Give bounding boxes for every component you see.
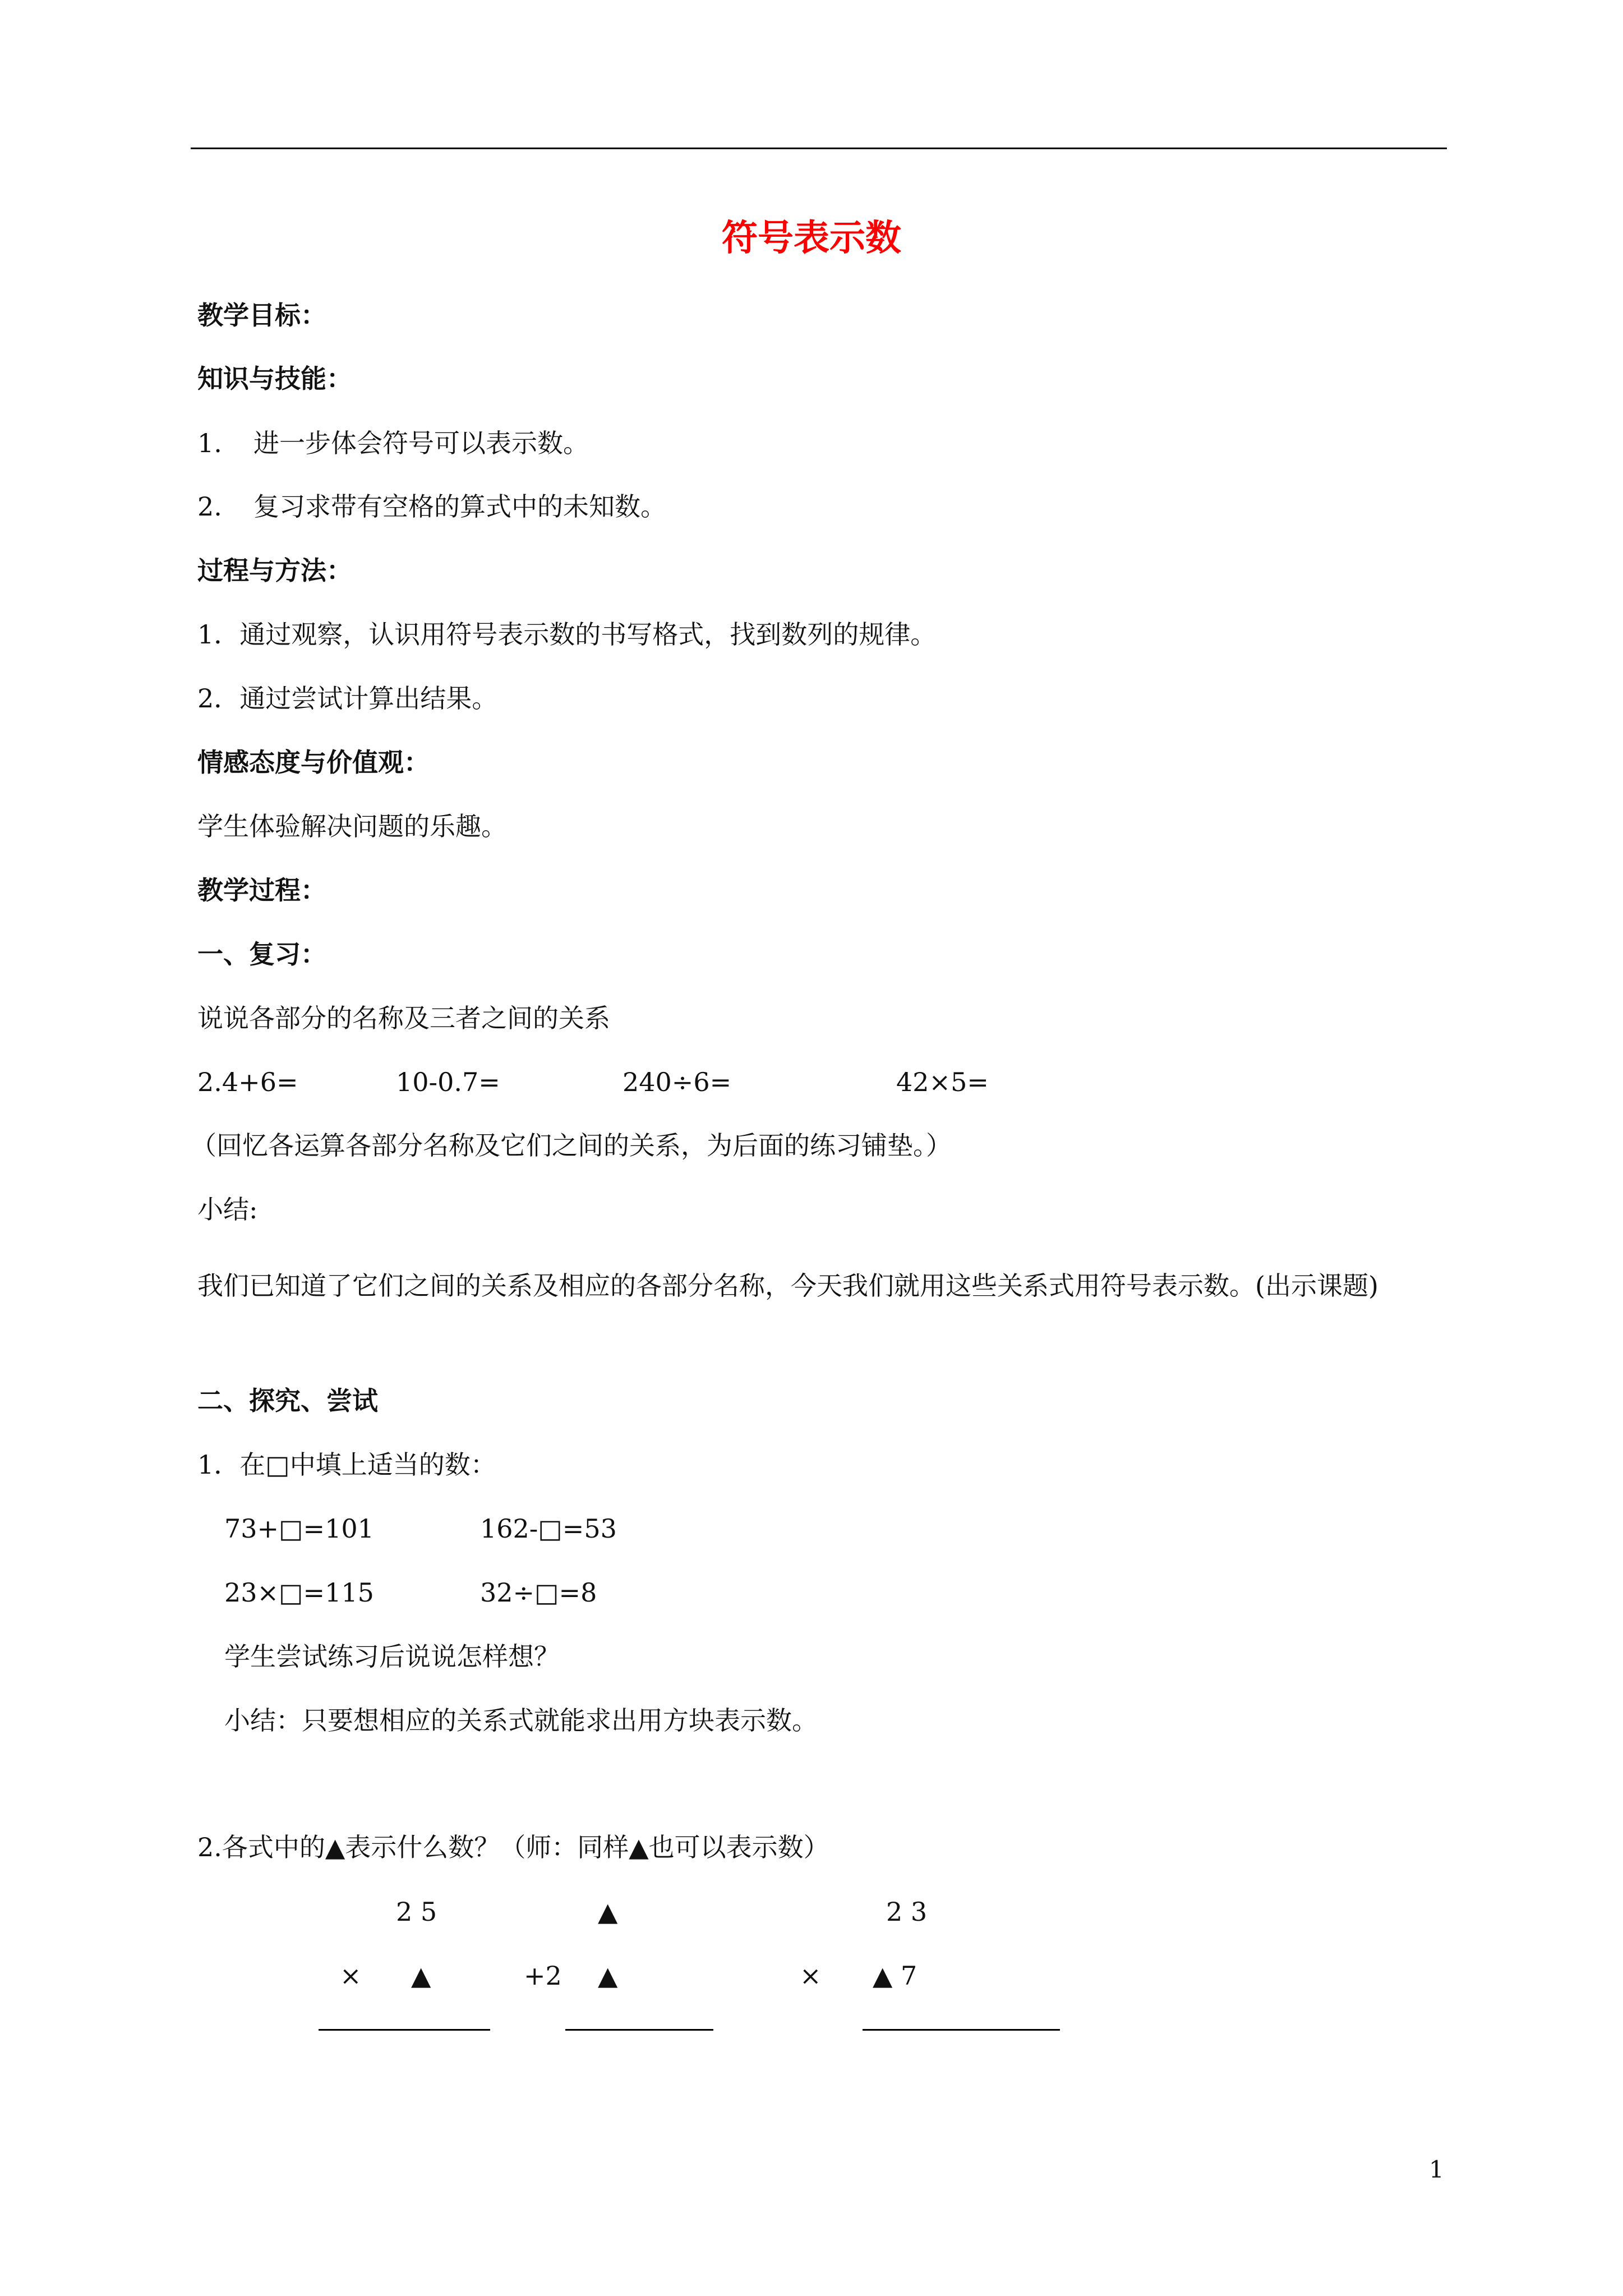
vertical-calc-operator: × (800, 1961, 822, 1991)
objectives-heading: 教学目标： (197, 300, 326, 330)
vertical-calc-top: 2 3 (886, 1897, 928, 1927)
item-number: 2. (197, 491, 222, 522)
vertical-calc-operand: ▲ 7 (873, 1961, 917, 1991)
task1-followup: 学生尝试练习后说说怎样想？ (224, 1641, 560, 1672)
emotion-heading: 情感态度与价值观： (197, 747, 430, 777)
section1-heading: 一、复习： (197, 939, 326, 969)
item-text: 进一步体会符号可以表示数。 (253, 428, 589, 458)
task1-expression: 162-□=53 (480, 1513, 617, 1544)
teaching-process-heading: 教学过程： (197, 875, 326, 905)
vertical-calc-underline (863, 2029, 1060, 2031)
header-rule (191, 148, 1447, 149)
vertical-calc-top: ▲ (598, 1897, 618, 1927)
task1-expression: 73+□=101 (224, 1513, 374, 1544)
vertical-calc-top: 2 5 (396, 1897, 437, 1927)
item-number: 1. (197, 428, 222, 458)
review-expression: 42×5= (896, 1067, 989, 1097)
page-title: 符号表示数 (722, 217, 901, 259)
vertical-calc-operator: +2 (524, 1961, 562, 1991)
task1-summary: 小结：只要想相应的关系式就能求出用方块表示数。 (224, 1705, 818, 1736)
review-note: （回忆各运算各部分名称及它们之间的关系，为后面的练习铺垫。） (191, 1130, 952, 1161)
page-number: 1 (1429, 2156, 1444, 2183)
review-expression: 10-0.7= (396, 1067, 500, 1097)
task1-expression: 23×□=115 (224, 1577, 374, 1608)
summary-label: 小结: (197, 1194, 258, 1225)
vertical-calc-operand: ▲ (411, 1961, 431, 1991)
review-expression: 2.4+6= (197, 1067, 298, 1097)
knowledge-item (197, 487, 666, 526)
process-heading: 过程与方法： (197, 555, 352, 586)
section2-heading: 二、探究、尝试 (197, 1386, 378, 1416)
knowledge-heading: 知识与技能： (197, 364, 352, 394)
section1-intro: 说说各部分的名称及三者之间的关系 (197, 1003, 610, 1033)
vertical-calc-operator: × (340, 1961, 362, 1991)
task2-text: 2.各式中的▲表示什么数？（师：同样▲也可以表示数） (197, 1832, 829, 1862)
process-item: 1．通过观察，认识用符号表示数的书写格式，找到数列的规律。 (197, 619, 937, 650)
knowledge-item (197, 424, 589, 463)
task1-text: 1．在□中填上适当的数： (197, 1450, 496, 1480)
review-expression: 240÷6= (623, 1067, 732, 1097)
task1-expression: 32÷□=8 (480, 1577, 597, 1608)
vertical-calc-operand: ▲ (598, 1961, 618, 1991)
emotion-text: 学生体验解决问题的乐趣。 (197, 811, 507, 841)
vertical-calc-underline (565, 2029, 713, 2031)
vertical-calc-underline (319, 2029, 490, 2031)
summary-text: 我们已知道了它们之间的关系及相应的各部分名称，今天我们就用这些关系式用符号表示数。(出示课题) (197, 1271, 1378, 1301)
item-text: 复习求带有空格的算式中的未知数。 (253, 491, 666, 522)
process-item: 2．通过尝试计算出结果。 (197, 683, 498, 714)
